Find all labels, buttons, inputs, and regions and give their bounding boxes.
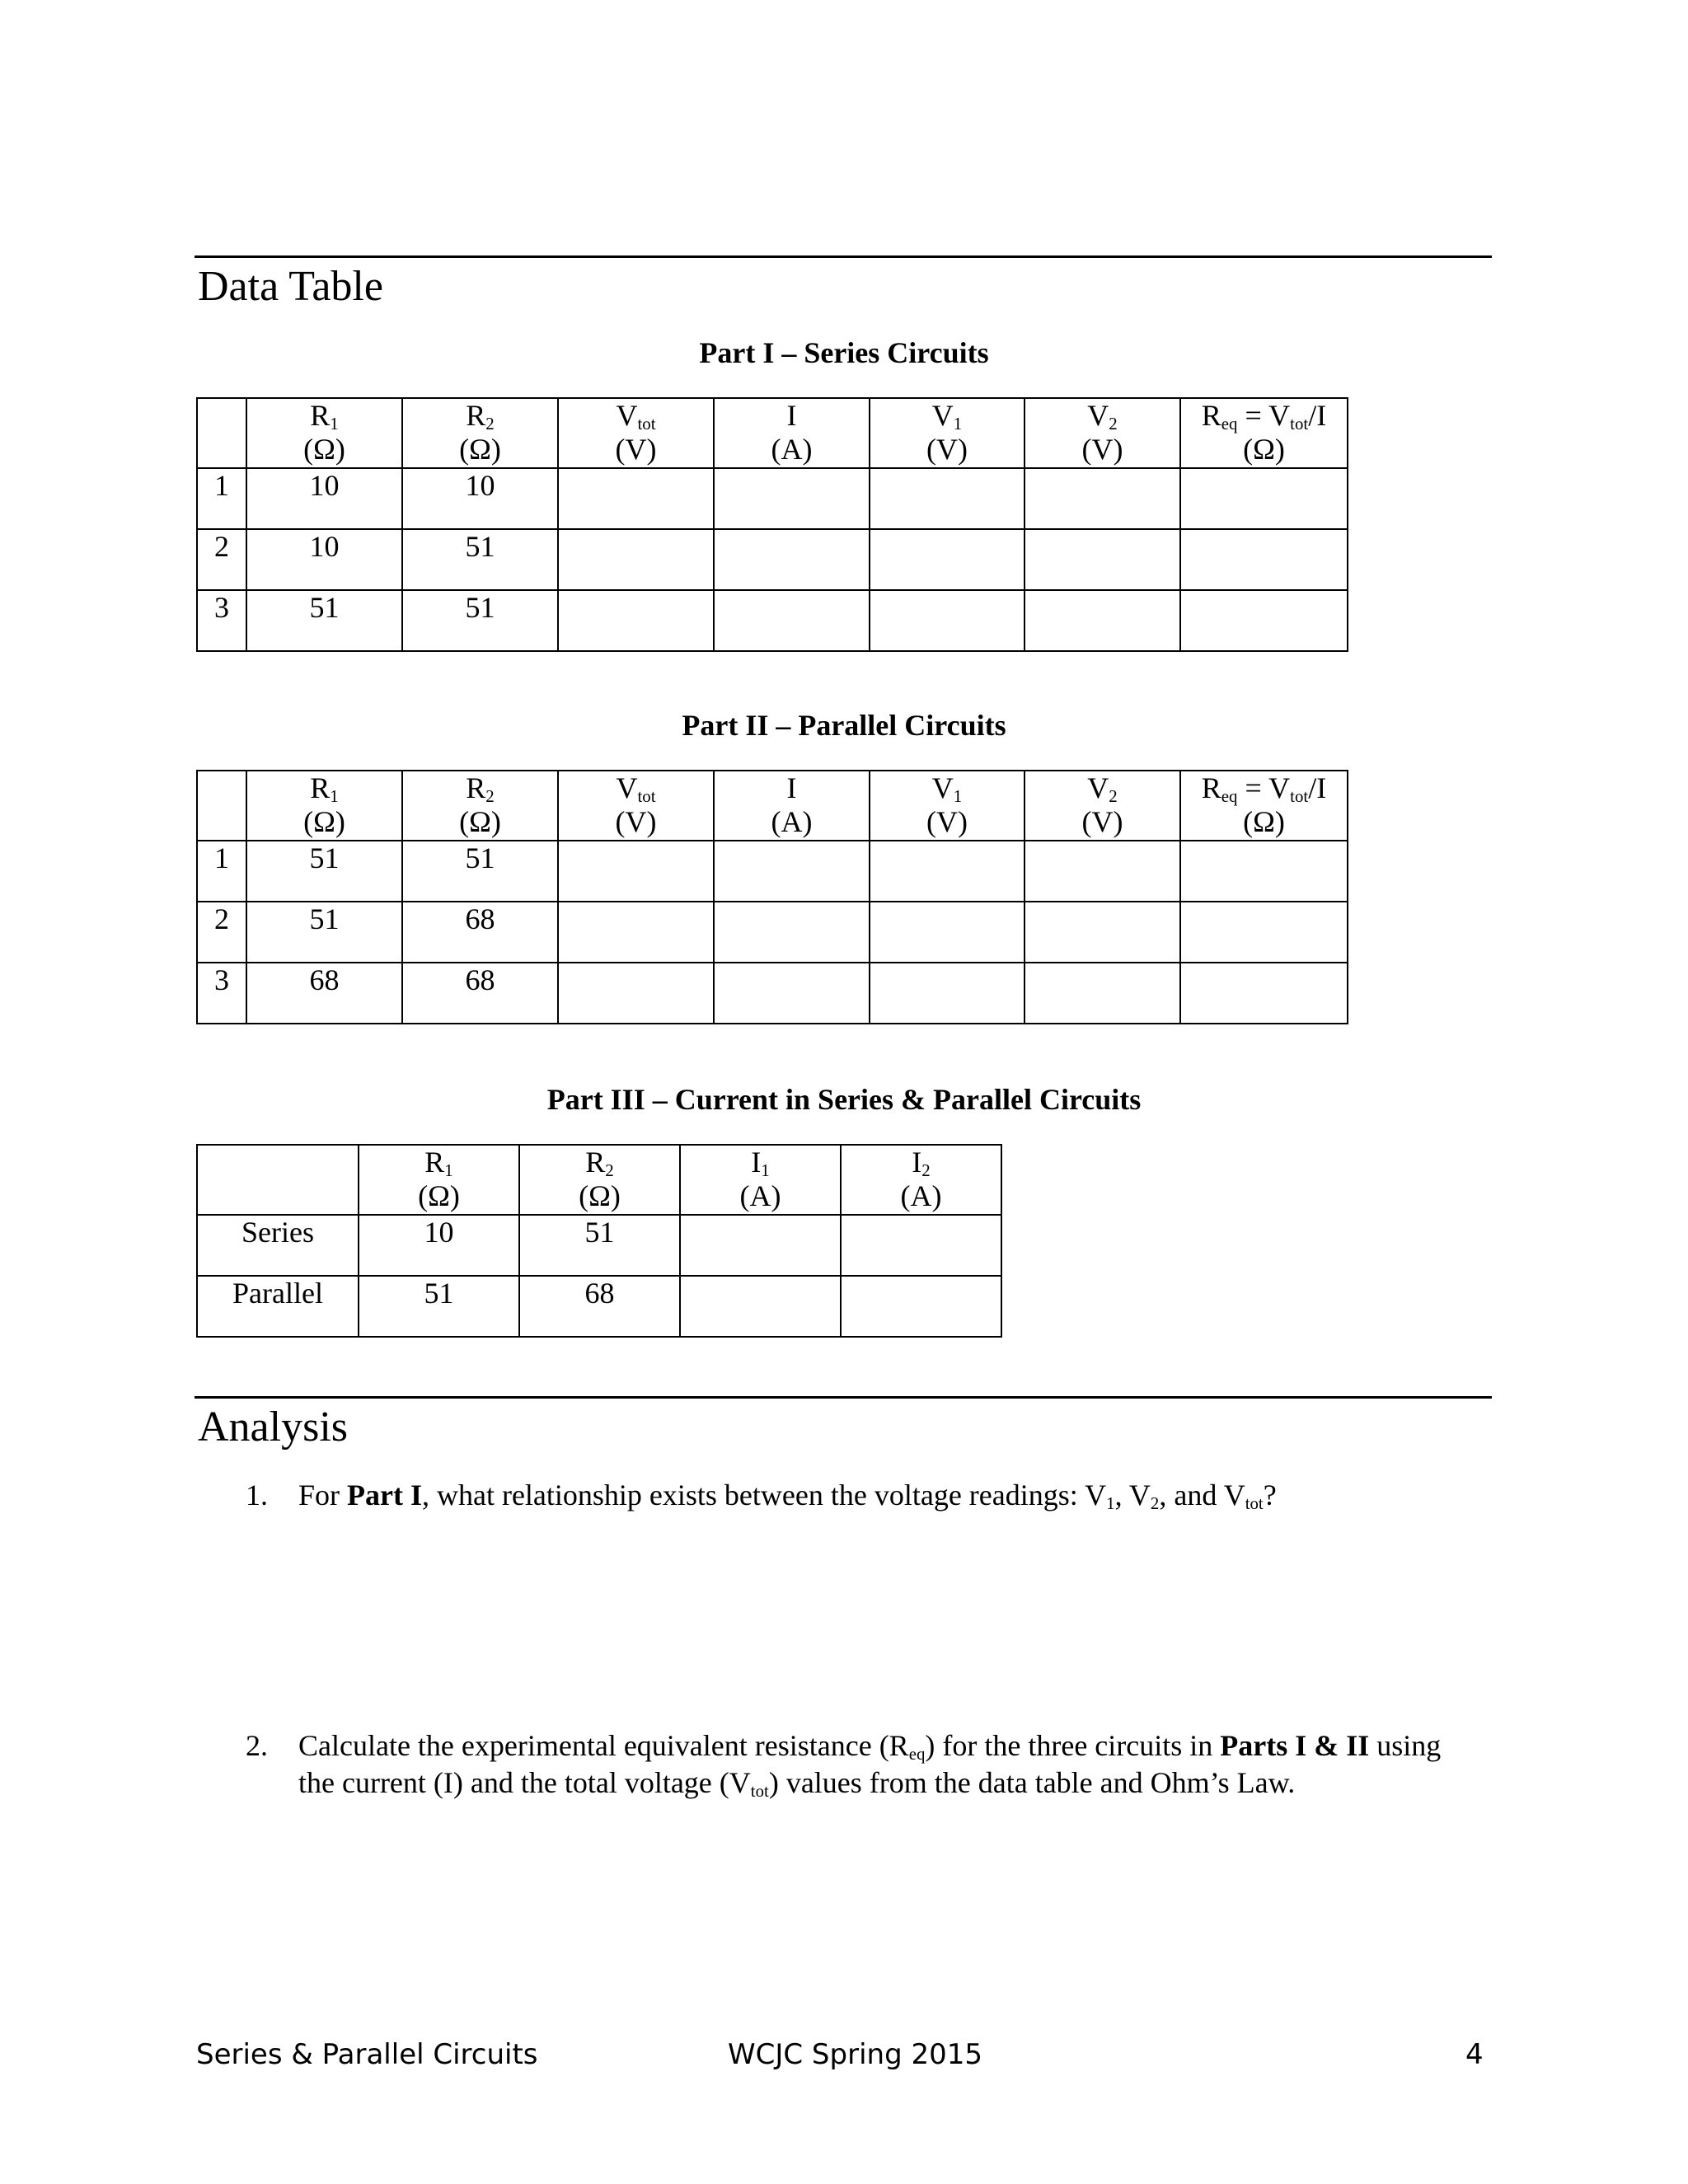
r1-value: 10 <box>246 529 402 590</box>
part1-corner-cell <box>197 398 246 468</box>
part1-caption: Part I – Series Circuits <box>699 336 989 369</box>
table-row <box>197 1276 1001 1337</box>
r2-value: 51 <box>402 841 558 902</box>
blank-cell <box>841 1215 1001 1276</box>
table-row <box>197 963 1348 1024</box>
question-text: Calculate the experimental equivalent resistance $(R_{eq})$ for the three circuits in Parts I & II using the current (I) and the total voltage $(V_{tot})$ values from the data table and Ohm’s Law. <box>298 1729 1442 1802</box>
blank-cell <box>870 468 1025 529</box>
row-label: 2 <box>197 902 246 963</box>
blank-cell <box>714 590 870 651</box>
row-label: Series <box>197 1215 359 1276</box>
page-number: 4 <box>1465 2038 1484 2071</box>
r1-value: 10 <box>246 468 402 529</box>
r2-value: 68 <box>519 1276 680 1337</box>
row-label: 3 <box>197 963 246 1024</box>
blank-cell <box>558 963 714 1024</box>
part1-header-v1: $V_1$ (V) <box>870 398 1025 468</box>
blank-cell <box>714 902 870 963</box>
table-row <box>197 468 1348 529</box>
part2-header-i: I (A) <box>714 771 870 841</box>
blank-cell <box>1180 963 1348 1024</box>
footer-left: Series & Parallel Circuits <box>196 2038 538 2071</box>
part1-header-req: $R_{eq} = V_{tot}/I$ (Ω) <box>1180 398 1348 468</box>
blank-cell <box>1025 963 1180 1024</box>
r1-value: 51 <box>246 841 402 902</box>
analysis-rule <box>195 1396 1492 1399</box>
blank-cell <box>870 963 1025 1024</box>
part3-header-i1: $I_1$ (A) <box>680 1145 841 1215</box>
blank-cell <box>1025 590 1180 651</box>
blank-cell <box>1025 902 1180 963</box>
part2-header-r1: $R_1$ (Ω) <box>246 771 402 841</box>
blank-cell <box>841 1276 1001 1337</box>
r1-value: 51 <box>359 1276 519 1337</box>
question-number: 2. <box>246 1729 268 1762</box>
row-label: 3 <box>197 590 246 651</box>
footer-center: WCJC Spring 2015 <box>728 2038 982 2071</box>
question-number: 1. <box>246 1479 268 1511</box>
table-row <box>197 902 1348 963</box>
blank-cell <box>1180 529 1348 590</box>
row-label: 2 <box>197 529 246 590</box>
r1-value: 51 <box>246 902 402 963</box>
blank-cell <box>870 529 1025 590</box>
blank-cell <box>1180 841 1348 902</box>
table-row <box>197 841 1348 902</box>
r2-value: 51 <box>402 590 558 651</box>
blank-cell <box>1180 468 1348 529</box>
part2-caption: Part II – Parallel Circuits <box>682 709 1006 742</box>
part1-table <box>196 397 1348 652</box>
blank-cell <box>1180 590 1348 651</box>
analysis-question-1 <box>246 1477 1465 1514</box>
table-row <box>197 529 1348 590</box>
part1-header-r2: $R_2$ (Ω) <box>402 398 558 468</box>
part2-header-vtot: $V_{tot}$ (V) <box>558 771 714 841</box>
blank-cell <box>558 529 714 590</box>
blank-cell <box>714 468 870 529</box>
r1-value: 51 <box>246 590 402 651</box>
table-row <box>197 1215 1001 1276</box>
part1-header-vtot: $V_{tot}$ (V) <box>558 398 714 468</box>
row-label: Parallel <box>197 1276 359 1337</box>
blank-cell <box>714 529 870 590</box>
blank-cell <box>1025 468 1180 529</box>
part1-header-i: I (A) <box>714 398 870 468</box>
part3-caption: Part III – Current in Series & Parallel Circuits <box>546 1083 1142 1116</box>
data-table-heading: Data Table <box>198 263 383 310</box>
part1-header-row <box>197 398 1348 468</box>
row-label: 1 <box>197 468 246 529</box>
row-label: 1 <box>197 841 246 902</box>
blank-cell <box>680 1215 841 1276</box>
blank-cell <box>870 590 1025 651</box>
r2-value: 51 <box>402 529 558 590</box>
blank-cell <box>1025 529 1180 590</box>
r1-value: 10 <box>359 1215 519 1276</box>
part2-header-v1: $V_1$ (V) <box>870 771 1025 841</box>
r1-value: 68 <box>246 963 402 1024</box>
part3-header-r1: $R_1$ (Ω) <box>359 1145 519 1215</box>
part3-header-i2: $I_2$ (A) <box>841 1145 1001 1215</box>
r2-value: 51 <box>519 1215 680 1276</box>
blank-cell <box>558 902 714 963</box>
part2-header-row <box>197 771 1348 841</box>
r2-value: 68 <box>402 963 558 1024</box>
blank-cell <box>558 590 714 651</box>
part1-header-v2: $V_2$ (V) <box>1025 398 1180 468</box>
r2-value: 10 <box>402 468 558 529</box>
r2-value: 68 <box>402 902 558 963</box>
blank-cell <box>558 468 714 529</box>
part2-header-r2: $R_2$ (Ω) <box>402 771 558 841</box>
blank-cell <box>680 1276 841 1337</box>
part2-corner-cell <box>197 771 246 841</box>
part3-table <box>196 1144 1002 1338</box>
top-rule <box>195 255 1492 258</box>
part3-header-row <box>197 1145 1001 1215</box>
part3-header-r2: $R_2$ (Ω) <box>519 1145 680 1215</box>
table-row <box>197 590 1348 651</box>
part3-corner-cell <box>197 1145 359 1215</box>
blank-cell <box>870 841 1025 902</box>
blank-cell <box>1180 902 1348 963</box>
part2-table <box>196 770 1348 1024</box>
blank-cell <box>1025 841 1180 902</box>
blank-cell <box>714 963 870 1024</box>
analysis-question-2 <box>246 1727 1465 1802</box>
question-text: For Part I, what relationship exists between the voltage readings: $V_1$, $V_2$, and $V_{tot}$? <box>298 1479 1277 1514</box>
analysis-heading: Analysis <box>198 1404 348 1451</box>
part2-header-req: $R_{eq} = V_{tot}/I$ (Ω) <box>1180 771 1348 841</box>
part1-header-r1: $R_1$ (Ω) <box>246 398 402 468</box>
part2-header-v2: $V_2$ (V) <box>1025 771 1180 841</box>
blank-cell <box>870 902 1025 963</box>
blank-cell <box>714 841 870 902</box>
blank-cell <box>558 841 714 902</box>
